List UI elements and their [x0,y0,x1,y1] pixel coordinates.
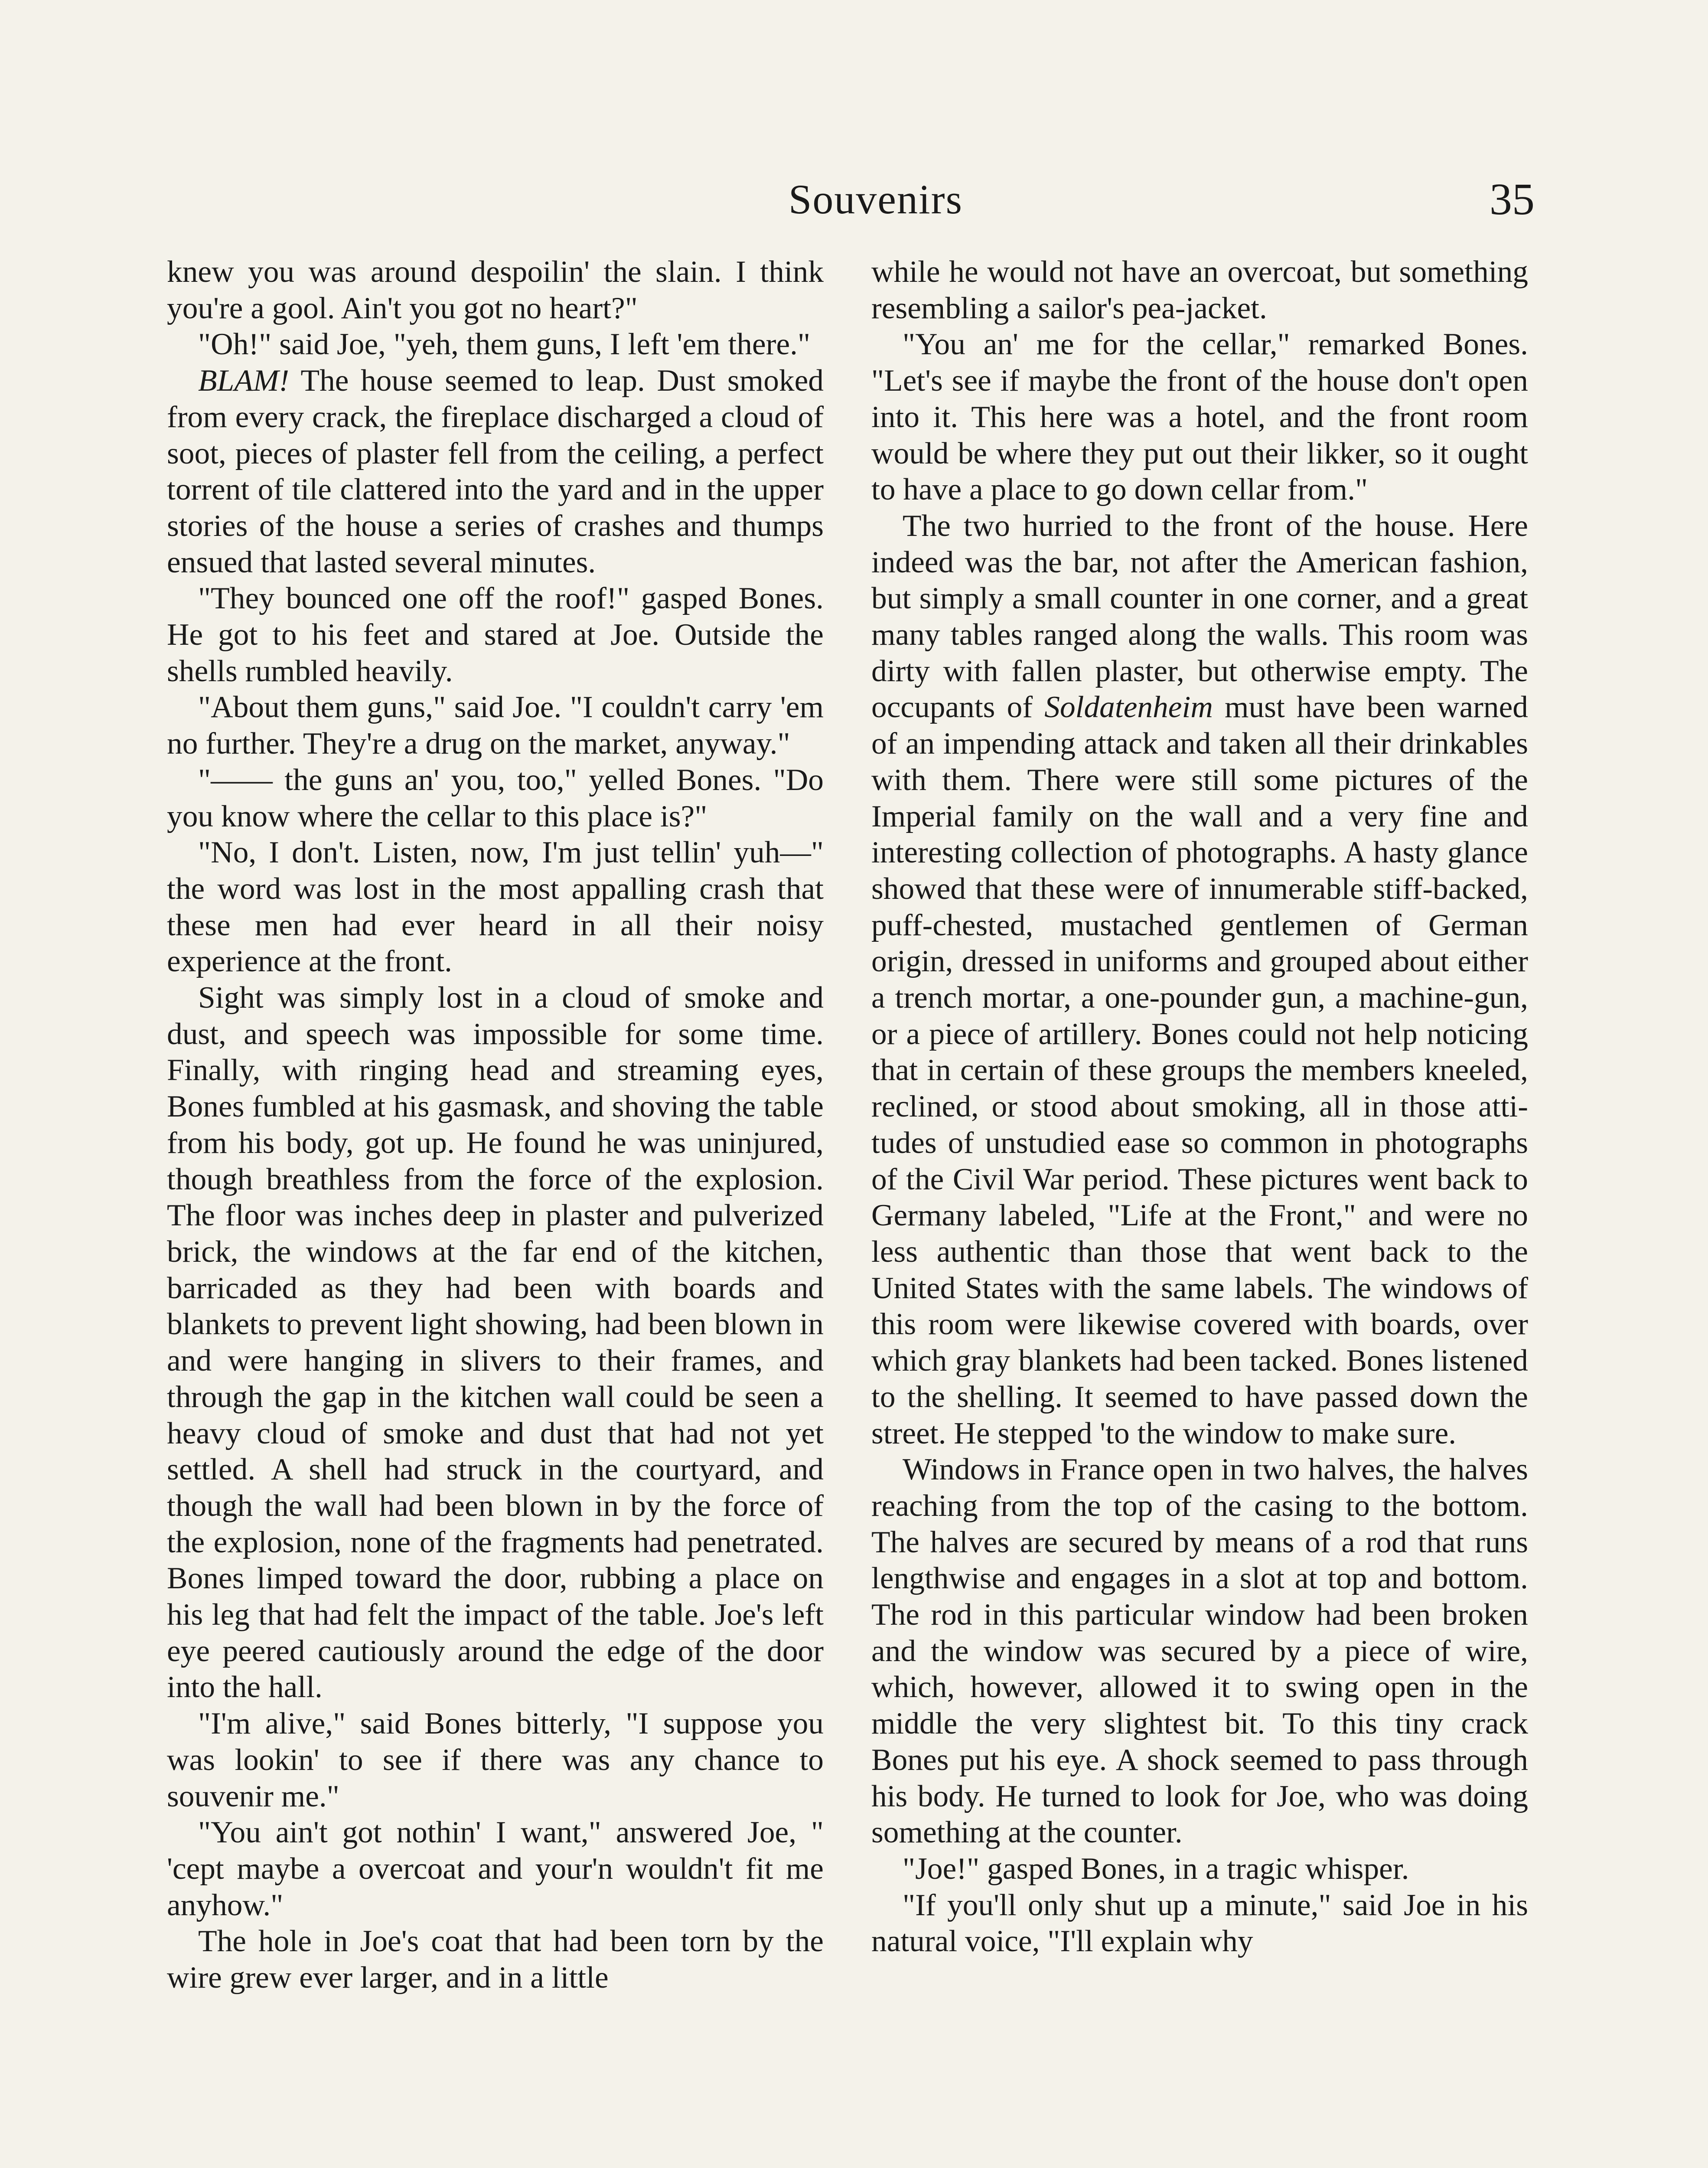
paragraph: "Oh!" said Joe, "yeh, them guns, I left 'em there." [198,327,811,362]
paragraph: The hole in Joe's coat that had been torn by the wire grew ever larger, and in a little [167,1924,824,1995]
paragraph: "If you'll only shut up a minute," said Joe in his natural voice, "I'll explain why [871,1887,1528,1959]
page-header [0,165,1708,234]
left-text-column [167,254,824,1996]
right-text-column [871,254,1528,1959]
running-title: Souvenirs [789,176,963,222]
paragraph: knew you was around despoilin' the slain. I think you're a gool. Ain't you got no heart?" [167,255,824,325]
italic-exclamation: BLAM! [198,363,290,398]
paragraph: "Joe!" gasped Bones, in a tragic whisper. [903,1851,1409,1886]
page-number: 35 [1490,174,1535,224]
paragraph: "About them guns," said Joe. "I couldn't carry 'em no further. They're a drug on the market, anyway." [167,690,824,761]
paragraph: "No, I don't. Listen, now, I'm just tellin' yuh—" the word was lost in the most appalling crash that these men had ever heard in all their noisy experience at the front. [167,835,824,979]
paragraph: "You an' me for the cellar," remarked Bones. "Let's see if maybe the front of the house don't open into it. This here was a hotel, and the front room would be where they put out their likker, so it ought to have a place to go down cellar from." [871,327,1528,507]
paragraph: Sight was simply lost in a cloud of smoke and dust, and speech was impossible for some time. Finally, with ringing head and streaming eyes, Bones fumbled at his gasmask, and shoving the table from his body, got up. He found he was uninjured, though breathless from the force of the explosion. The floor was inches deep in plaster and pulverized brick, the windows at the far end of the kitchen, barricaded as they had been with boards and blankets to prevent light showing, had been blown in and were hanging in slivers to their frames, and through the gap in the kitchen wall could be seen a heavy cloud of smoke and dust that had not yet settled. A shell had struck in the courtyard, and though the wall had been blown in by the force of the explosion, none of the fragments had penetrated. Bones limped toward the door, rubbing a place on his leg that had felt the impact of the table. Joe's left eye peered cautiously around the edge of the door into the hall. [167,980,824,1704]
paragraph: "I'm alive," said Bones bitterly, "I suppose you was lookin' to see if there was any chance to souvenir me." [167,1706,824,1813]
paragraph: BLAM! The house seemed to leap. Dust smoked from every crack, the fireplace discharged a cloud of soot, pieces of plaster fell from the ceiling, a perfect torrent of tile clattered into the yard and in the upper stories of the house a series of crashes and thumps ensued that lasted several minutes. [167,363,824,579]
paragraph: "They bounced one off the roof!" gasped Bones. He got to his feet and stared at Joe. Outside the shells rumbled heavily. [167,581,824,688]
paragraph: The two hurried to the front of the house. Here indeed was the bar, not after the American fashion, but simply a small counter in one corner, and a great many tables ranged along the walls. This room was dirty with fallen plaster, but otherwise empty. The occupants of Soldatenheim must have been warned of an impending attack and taken all their drinkables with them. There were still some pictures of the Imperial family on the wall and a very fine and interesting collection of photographs. A hasty glance showed that these were of innumerable stiff-backed, puff-chested, mustached gentlemen of German origin, dressed in uniforms and grouped about either a trench mortar, a one-pounder gun, a machine-gun, or a piece of artillery. Bones could not help noticing that in certain of these groups the members kneeled, reclined, or stood about smoking, all in those attitudes of unstudied ease so common in photographs of the Civil War period. These pictures went back to Germany labeled, "Life at the Front," and were no less authentic than those that went back to the United States with the same labels. The windows of this room were likewise covered with boards, over which gray blankets had been tacked. Bones listened to the shelling. It seemed to have passed down the street. He stepped 'to the window to make sure. [871,508,1528,1450]
paragraph: Windows in France open in two halves, the halves reaching from the top of the casing to the bottom. The halves are secured by means of a rod that runs lengthwise and engages in a slot at top and bottom. The rod in this particular window had been broken and the window was secured by a piece of wire, which, however, allowed it to swing open in the middle the very slightest bit. To this tiny crack Bones put his eye. A shock seemed to pass through his body. He turned to look for Joe, who was doing something at the counter. [871,1452,1528,1850]
paragraph: while he would not have an overcoat, but something resembling a sailor's pea-jacket. [871,255,1528,325]
italic-place-name: Soldatenheim [1044,690,1213,725]
paragraph: "—— the guns an' you, too," yelled Bones. "Do you know where the cellar to this place is?" [167,762,824,833]
paragraph: "You ain't got nothin' I want," answered Joe, " 'cept maybe a overcoat and your'n wouldn't fit me anyhow." [167,1815,824,1922]
